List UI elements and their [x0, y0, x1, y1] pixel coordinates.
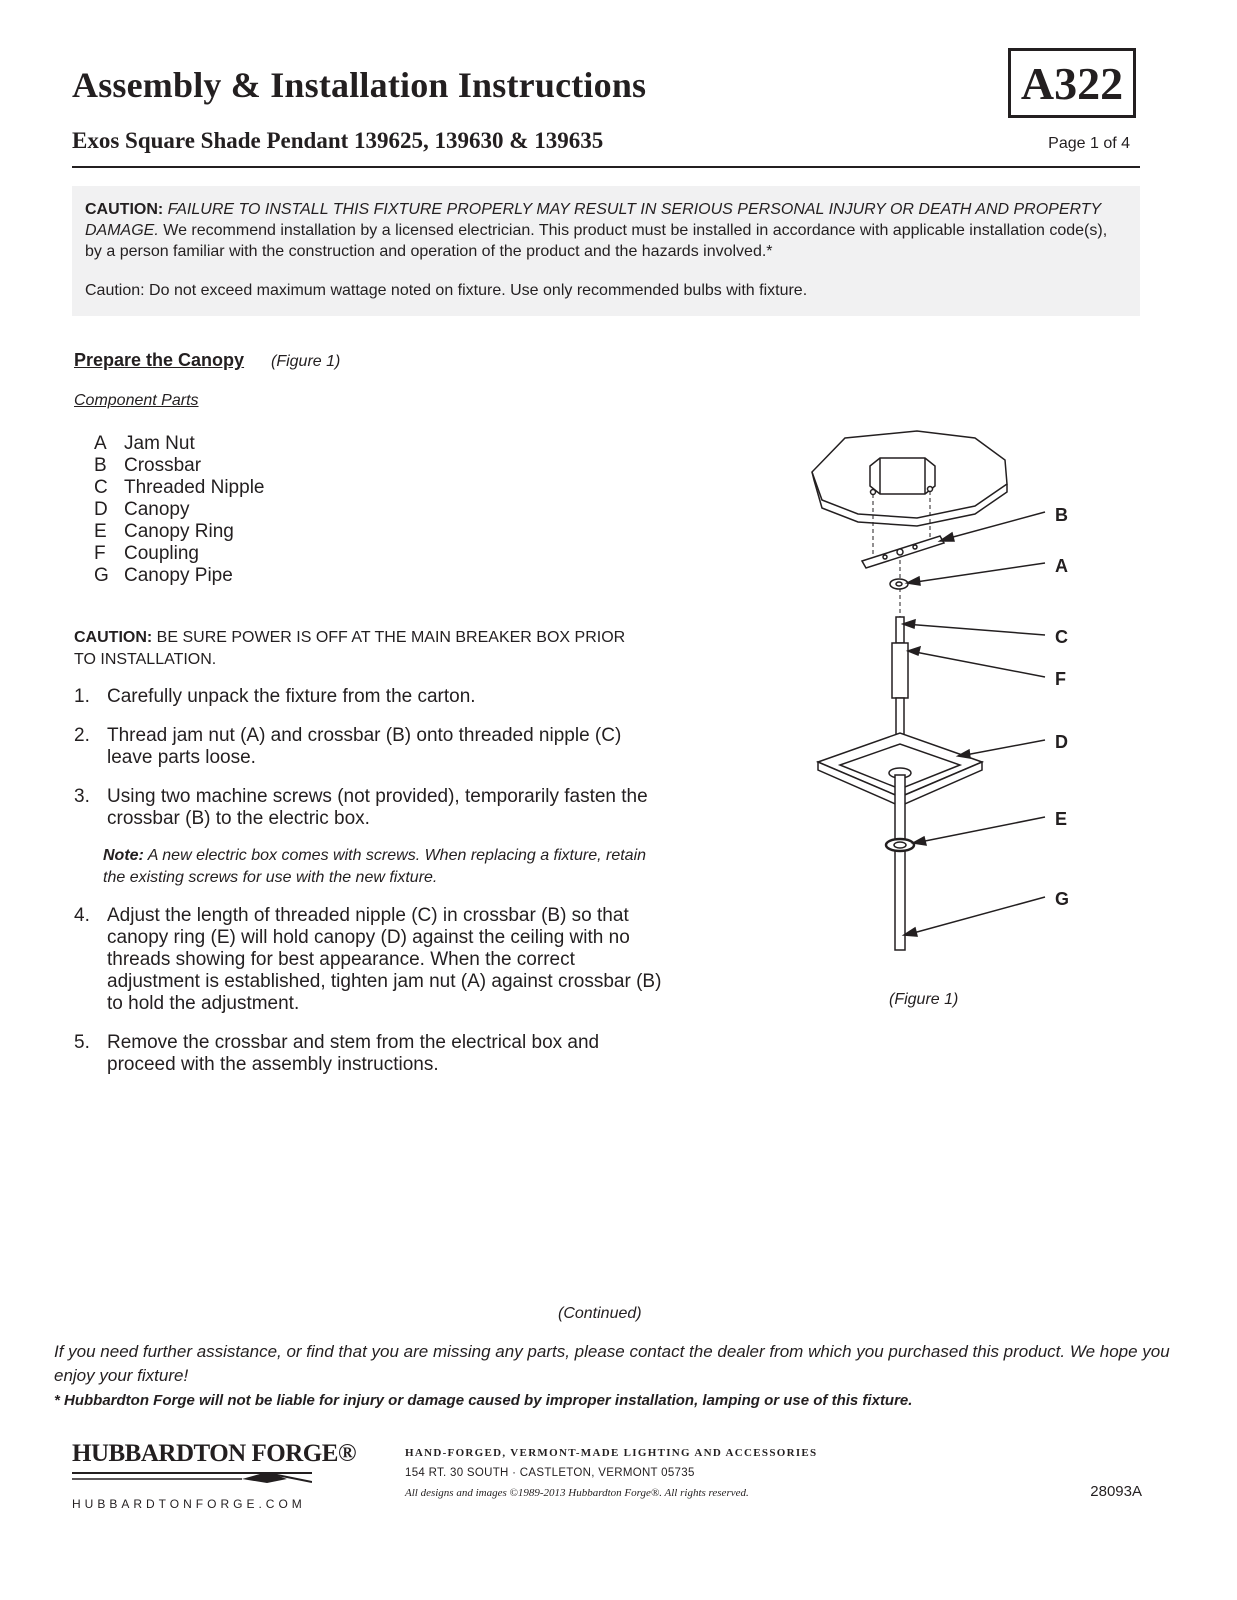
step-2 — [74, 725, 664, 769]
caution-box — [72, 186, 1140, 316]
list-item — [94, 543, 264, 565]
power-caution-label: CAUTION: — [74, 629, 153, 646]
section-figure-ref: (Figure 1) — [271, 353, 341, 370]
caution-text: We recommend installation by a licensed electrician. This product must be installed in accordance with applicable installation code(s), by a person familiar with the construction and operation of the product and the hazards involved.* — [85, 222, 1108, 260]
step-number: 1. — [74, 686, 90, 707]
caution-paragraph — [85, 199, 1127, 262]
header-divider — [72, 166, 1140, 168]
figure-label-e: E — [1055, 809, 1068, 829]
step-text: Adjust the length of threaded nipple (C) in crossbar (B) so that canopy ring (E) will hold canopy (D) against the ceiling with no threads showing for best appearance. When the correct adjustment is established, tighten jam nut (A) against crossbar (B) to hold the adjustment. — [107, 905, 662, 1014]
figure-label-b: B — [1055, 505, 1068, 525]
part-letter: B — [94, 455, 107, 476]
instruction-code: A322 — [1020, 57, 1124, 109]
part-letter: C — [94, 477, 108, 498]
list-item — [94, 477, 264, 499]
figure-label-g: G — [1055, 889, 1070, 909]
liability-disclaimer: * Hubbardton Forge will not be liable for injury or damage caused by improper installation, lamping or use of this fixture. — [54, 1392, 913, 1409]
list-item — [94, 499, 264, 521]
copyright-notice: All designs and images ©1989-2013 Hubbardton Forge®. All rights reserved. — [405, 1487, 749, 1499]
part-letter: G — [94, 565, 109, 586]
step-number: 5. — [74, 1032, 90, 1053]
note-text: A new electric box comes with screws. When replacing a fixture, retain the existing screws for use with the new fixture. — [103, 847, 647, 886]
step-text: Using two machine screws (not provided), temporarily fasten the crossbar (B) to the electric box. — [107, 786, 648, 829]
part-letter: E — [94, 521, 107, 542]
instruction-code-box — [1008, 48, 1136, 118]
step-5 — [74, 1032, 664, 1076]
box-screw-left — [871, 490, 876, 495]
part-name: Canopy — [124, 499, 190, 520]
figure-label-f: F — [1055, 669, 1066, 689]
caution-warning: FAILURE TO INSTALL THIS FIXTURE PROPERLY MAY RESULT IN SERIOUS PERSONAL INJURY OR DEATH AND PROPERTY DAMAGE. — [85, 201, 1101, 239]
list-item — [94, 521, 264, 543]
component-parts-heading: Component Parts — [74, 392, 199, 409]
instruction-steps — [74, 686, 664, 1093]
document-title: Assembly & Installation Instructions — [72, 65, 647, 105]
canopy-assembly-diagram — [800, 420, 1100, 960]
list-item — [94, 455, 264, 477]
continued-label: (Continued) — [558, 1305, 642, 1322]
step-number: 2. — [74, 725, 90, 746]
caution-label: CAUTION: — [85, 201, 164, 218]
part-name: Canopy Pipe — [124, 565, 233, 586]
part-letter: F — [94, 543, 106, 564]
step-text: Remove the crossbar and stem from the electrical box and proceed with the assembly instructions. — [107, 1032, 600, 1075]
website-url: HUBBARDTONFORGE.COM — [72, 1497, 306, 1511]
figure-caption: (Figure 1) — [889, 991, 959, 1008]
assistance-text: If you need further assistance, or find that you are missing any parts, please contact the dealer from which you purchased this product. We hope you enjoy your fixture! — [54, 1342, 1170, 1385]
part-name: Canopy Ring — [124, 521, 234, 542]
part-name: Crossbar — [124, 455, 202, 476]
step-text: Carefully unpack the fixture from the carton. — [107, 686, 476, 707]
part-letter: D — [94, 499, 108, 520]
coupling — [892, 643, 908, 698]
step-4 — [74, 905, 664, 1015]
figure-label-c: C — [1055, 627, 1068, 647]
list-item — [94, 433, 264, 455]
section-heading: Prepare the Canopy — [74, 350, 245, 370]
company-address: 154 RT. 30 SOUTH · CASTLETON, VERMONT 05735 — [405, 1467, 695, 1479]
wattage-caution: Caution: Do not exceed maximum wattage noted on fixture. Use only recommended bulbs with fixture. — [85, 282, 808, 299]
threaded-nipple — [896, 617, 904, 643]
step-number: 3. — [74, 786, 90, 807]
page-number: Page 1 of 4 — [1048, 135, 1130, 152]
company-tagline: HAND-FORGED, VERMONT-MADE LIGHTING AND ACCESSORIES — [405, 1447, 818, 1459]
part-name: Coupling — [124, 543, 199, 564]
part-name: Threaded Nipple — [124, 477, 265, 498]
logo-underline-icon — [72, 1470, 312, 1484]
list-item — [94, 565, 264, 587]
step-number: 4. — [74, 905, 90, 926]
canopy-pipe — [895, 775, 905, 950]
note-label: Note: — [103, 847, 144, 864]
figure-label-d: D — [1055, 732, 1068, 752]
box-screw-right — [928, 487, 933, 492]
part-name: Jam Nut — [124, 433, 195, 454]
note — [74, 845, 664, 889]
step-text: Thread jam nut (A) and crossbar (B) onto threaded nipple (C) leave parts loose. — [107, 725, 622, 768]
product-subtitle: Exos Square Shade Pendant 139625, 139630 & 139635 — [72, 128, 604, 153]
part-letter: A — [94, 433, 107, 454]
figure-label-a: A — [1055, 556, 1068, 576]
step-3 — [74, 786, 664, 830]
document-number: 28093A — [1090, 1483, 1142, 1500]
step-1 — [74, 686, 664, 708]
power-caution — [74, 627, 634, 671]
hubbardton-forge-logo: HUBBARDTON FORGE® — [72, 1440, 357, 1467]
component-parts-list — [94, 433, 264, 587]
power-caution-text: BE SURE POWER IS OFF AT THE MAIN BREAKER BOX PRIOR TO INSTALLATION. — [74, 629, 626, 668]
